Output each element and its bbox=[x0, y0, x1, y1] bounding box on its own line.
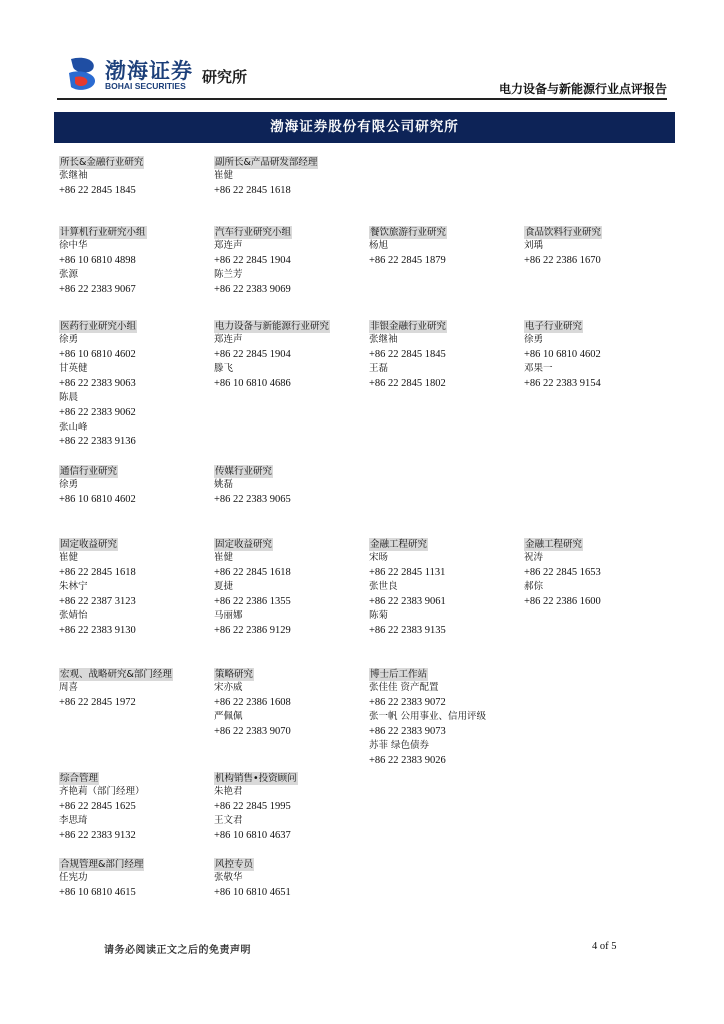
contact-name: 张世良 bbox=[369, 581, 398, 593]
contact-group bbox=[214, 852, 291, 900]
contact-group bbox=[524, 314, 601, 391]
contact-name: 张继袖 bbox=[59, 170, 88, 181]
contact-name: 滕飞 bbox=[214, 363, 234, 375]
contact-group bbox=[524, 220, 602, 268]
contact-name: 徐勇 bbox=[59, 334, 79, 345]
contact-group bbox=[214, 662, 291, 739]
group-title: 计算机行业研究小组 bbox=[60, 227, 146, 238]
contact-phone: +86 22 2383 9062 bbox=[59, 406, 136, 418]
contact-name: 崔健 bbox=[214, 170, 234, 181]
contact-name: 李思琦 bbox=[59, 815, 88, 827]
contact-name: 邓果一 bbox=[524, 363, 553, 375]
group-title: 传媒行业研究 bbox=[215, 466, 273, 477]
contact-name: 陈晨 bbox=[59, 392, 79, 404]
contact-phone: +86 22 2386 9129 bbox=[214, 624, 291, 636]
contact-phone: +86 10 6810 4651 bbox=[214, 886, 291, 898]
contact-group bbox=[59, 532, 136, 639]
group-title: 食品饮料行业研究 bbox=[525, 227, 602, 238]
contact-group bbox=[369, 220, 447, 268]
contact-phone: +86 22 2383 9154 bbox=[524, 377, 601, 389]
contact-group bbox=[214, 150, 318, 198]
contact-name: 张佳佳 资产配置 bbox=[369, 682, 439, 693]
group-title: 金融工程研究 bbox=[525, 539, 583, 550]
contact-phone: +86 22 2845 1904 bbox=[214, 254, 291, 266]
institute-banner: 渤海证券股份有限公司研究所 bbox=[54, 112, 675, 143]
contact-name: 崔健 bbox=[214, 552, 234, 563]
contact-name: 任宪功 bbox=[59, 872, 88, 883]
contact-name: 朱林宁 bbox=[59, 581, 88, 593]
contact-name: 陈兰芳 bbox=[214, 269, 243, 281]
contact-phone: +86 22 2845 1802 bbox=[369, 377, 446, 389]
contact-phone: +86 22 2383 9061 bbox=[369, 595, 446, 607]
contact-phone: +86 22 2383 9073 bbox=[369, 725, 446, 737]
contact-group bbox=[214, 220, 292, 297]
contact-group bbox=[214, 314, 330, 391]
group-title: 金融工程研究 bbox=[370, 539, 428, 550]
contact-name: 张源 bbox=[59, 269, 79, 281]
group-title: 电力设备与新能源行业研究 bbox=[215, 321, 330, 332]
contact-phone: +86 22 2383 9072 bbox=[369, 696, 446, 708]
disclaimer-note: 请务必阅读正文之后的免责声明 bbox=[104, 945, 251, 956]
group-title: 电子行业研究 bbox=[525, 321, 583, 332]
contact-group bbox=[59, 314, 137, 450]
contact-phone: +86 22 2845 1618 bbox=[214, 566, 291, 578]
contact-phone: +86 22 2845 1995 bbox=[214, 800, 291, 812]
contact-name: 崔健 bbox=[59, 552, 79, 563]
contact-phone: +86 22 2386 1355 bbox=[214, 595, 291, 607]
contact-name: 齐艳莉（部门经理） bbox=[59, 786, 145, 797]
contact-phone: +86 10 6810 4602 bbox=[524, 348, 601, 360]
group-title: 风控专员 bbox=[215, 859, 254, 870]
group-title: 通信行业研究 bbox=[60, 466, 118, 477]
group-title: 固定收益研究 bbox=[215, 539, 273, 550]
contact-group bbox=[369, 532, 446, 639]
contact-phone: +86 22 2845 1653 bbox=[524, 566, 601, 578]
group-title: 医药行业研究小组 bbox=[60, 321, 137, 332]
contact-name: 郑连声 bbox=[214, 334, 243, 345]
contact-phone: +86 22 2845 1972 bbox=[59, 696, 136, 708]
contact-phone: +86 22 2383 9070 bbox=[214, 725, 291, 737]
contact-name: 姚磊 bbox=[214, 479, 234, 490]
contact-phone: +86 10 6810 4602 bbox=[59, 348, 136, 360]
group-title: 汽车行业研究小组 bbox=[215, 227, 292, 238]
contact-phone: +86 22 2387 3123 bbox=[59, 595, 136, 607]
contact-phone: +86 10 6810 4602 bbox=[59, 493, 136, 505]
bohai-logo-icon bbox=[65, 55, 101, 93]
contact-name: 张山峰 bbox=[59, 421, 88, 433]
contact-phone: +86 22 2845 1618 bbox=[214, 184, 291, 196]
group-title: 综合管理 bbox=[60, 773, 99, 784]
contact-name: 周喜 bbox=[59, 682, 79, 693]
dept-name: 研究所 bbox=[202, 68, 248, 86]
contact-name: 甘英健 bbox=[59, 363, 88, 375]
contact-name: 祝涛 bbox=[524, 552, 544, 563]
contact-name: 杨旭 bbox=[369, 240, 389, 251]
group-title: 固定收益研究 bbox=[60, 539, 118, 550]
contact-name: 严佩佩 bbox=[214, 711, 243, 723]
contact-phone: +86 22 2845 1618 bbox=[59, 566, 136, 578]
contact-name: 徐勇 bbox=[59, 479, 79, 490]
contact-group bbox=[524, 532, 601, 609]
contact-phone: +86 22 2845 1845 bbox=[369, 348, 446, 360]
contact-name: 夏捷 bbox=[214, 581, 234, 593]
group-title: 非银金融行业研究 bbox=[370, 321, 447, 332]
group-title: 合规管理&部门经理 bbox=[60, 859, 144, 870]
contact-group bbox=[59, 766, 145, 843]
contact-phone: +86 22 2845 1845 bbox=[59, 184, 136, 196]
contact-phone: +86 22 2845 1131 bbox=[369, 566, 446, 578]
contact-phone: +86 22 2383 9026 bbox=[369, 754, 446, 766]
contact-phone: +86 22 2383 9067 bbox=[59, 283, 136, 295]
contact-phone: +86 22 2386 1608 bbox=[214, 696, 291, 708]
contact-name: 苏菲 绿色债券 bbox=[369, 740, 430, 752]
group-title: 所长&金融行业研究 bbox=[60, 157, 144, 168]
contact-group bbox=[59, 459, 136, 507]
contact-name: 徐中华 bbox=[59, 240, 88, 251]
contact-name: 朱艳君 bbox=[214, 786, 243, 797]
contact-group bbox=[214, 766, 298, 843]
group-title: 策略研究 bbox=[215, 669, 254, 680]
contact-name: 张一帆 公用事业、信用评级 bbox=[369, 711, 487, 723]
contact-name: 郝倧 bbox=[524, 581, 544, 593]
company-logo bbox=[65, 55, 205, 95]
contact-group bbox=[59, 150, 144, 198]
report-type: 电力设备与新能源行业点评报告 bbox=[498, 82, 667, 96]
contact-phone: +86 22 2845 1904 bbox=[214, 348, 291, 360]
group-title: 博士后工作站 bbox=[370, 669, 428, 680]
logo-cn-text: 渤海证券 bbox=[105, 58, 193, 83]
contact-name: 张敬华 bbox=[214, 872, 243, 883]
contact-phone: +86 22 2383 9065 bbox=[214, 493, 291, 505]
group-title: 副所长&产品研发部经理 bbox=[215, 157, 318, 168]
contact-group bbox=[214, 459, 291, 507]
contact-name: 王文君 bbox=[214, 815, 243, 827]
group-title: 宏观、战略研究&部门经理 bbox=[60, 669, 172, 680]
contact-group bbox=[214, 532, 291, 639]
contact-name: 郑连声 bbox=[214, 240, 243, 251]
contact-phone: +86 22 2383 9135 bbox=[369, 624, 446, 636]
contact-name: 张婧怡 bbox=[59, 610, 88, 622]
contact-name: 张继袖 bbox=[369, 334, 398, 345]
group-title: 机构销售•投资顾问 bbox=[215, 773, 297, 784]
contact-phone: +86 22 2383 9132 bbox=[59, 829, 136, 841]
contact-name: 王磊 bbox=[369, 363, 389, 375]
contact-name: 陈菊 bbox=[369, 610, 389, 622]
logo-en-text: BOHAI SECURITIES bbox=[105, 81, 186, 91]
contact-phone: +86 22 2386 1670 bbox=[524, 254, 601, 266]
contact-phone: +86 10 6810 4686 bbox=[214, 377, 291, 389]
page-number: 4 of 5 bbox=[592, 941, 617, 952]
header-divider bbox=[57, 98, 667, 100]
contact-phone: +86 10 6810 4898 bbox=[59, 254, 136, 266]
contact-group bbox=[369, 314, 447, 391]
contact-group bbox=[369, 662, 486, 769]
contact-name: 宋亦威 bbox=[214, 682, 243, 693]
contact-group bbox=[59, 220, 147, 297]
group-title: 餐饮旅游行业研究 bbox=[370, 227, 447, 238]
contact-phone: +86 22 2383 9130 bbox=[59, 624, 136, 636]
contact-phone: +86 22 2386 1600 bbox=[524, 595, 601, 607]
contact-name: 刘瑀 bbox=[524, 240, 544, 251]
contact-phone: +86 22 2383 9063 bbox=[59, 377, 136, 389]
contact-phone: +86 10 6810 4637 bbox=[214, 829, 291, 841]
contact-phone: +86 22 2845 1625 bbox=[59, 800, 136, 812]
contact-phone: +86 10 6810 4615 bbox=[59, 886, 136, 898]
contact-name: 马丽娜 bbox=[214, 610, 243, 622]
contact-phone: +86 22 2383 9069 bbox=[214, 283, 291, 295]
contact-phone: +86 22 2845 1879 bbox=[369, 254, 446, 266]
contact-group bbox=[59, 852, 144, 900]
contact-phone: +86 22 2383 9136 bbox=[59, 436, 136, 448]
contact-name: 徐勇 bbox=[524, 334, 544, 345]
contact-name: 宋旸 bbox=[369, 552, 389, 563]
contact-group bbox=[59, 662, 173, 710]
